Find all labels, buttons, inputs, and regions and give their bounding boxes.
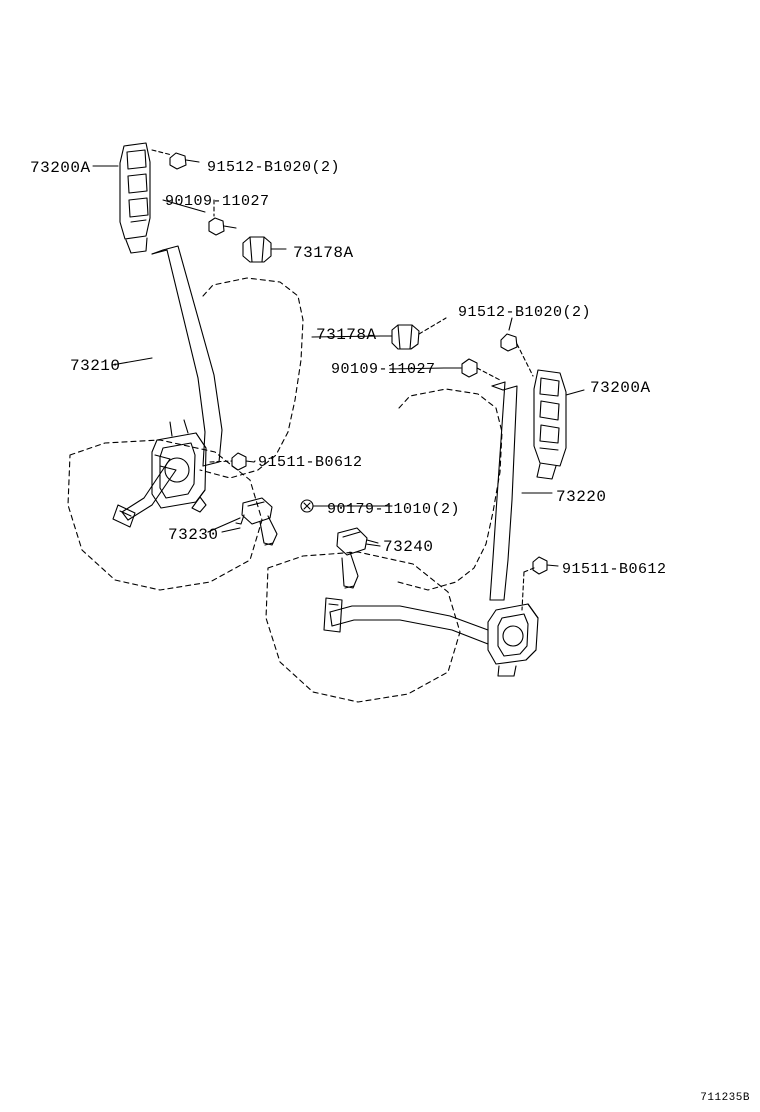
left-seat-cushion-outline <box>68 440 262 590</box>
part-label-73210: 73210 <box>70 357 121 375</box>
part-label-73200A-left: 73200A <box>30 159 91 177</box>
washer-90179-11010 <box>301 500 313 512</box>
part-label-73200A-right: 73200A <box>590 379 651 397</box>
belt-cover-73178A-left <box>243 237 286 262</box>
part-label-73178A-right: 73178A <box>316 326 377 344</box>
part-label-90109-11027-right: 90109-11027 <box>331 361 436 378</box>
part-label-91512-b1020-right: 91512-B1020(2) <box>458 304 592 321</box>
part-label-73220: 73220 <box>556 488 607 506</box>
part-label-91511-b0612-left: 91511-B0612 <box>258 454 363 471</box>
part-label-91512-b1020-left: 91512-B1020(2) <box>207 159 341 176</box>
bolt-91511-b0612-right <box>522 557 558 610</box>
part-label-90179-11010: 90179-11010(2) <box>327 501 461 518</box>
retractor-left <box>152 420 206 512</box>
buckle-73240 <box>337 528 378 588</box>
left-shoulder-anchor-73200A <box>120 143 150 253</box>
left-seat-back-outline <box>200 278 303 478</box>
nut-90109-11027-right <box>444 359 500 380</box>
bolt-91512-b1020-left <box>152 150 199 169</box>
right-seat-back-outline <box>398 389 502 590</box>
seat-belt-73220 <box>324 382 538 676</box>
bolt-91512-b1020-right <box>501 318 533 376</box>
diagram-footer-code: 711235B <box>700 1092 750 1104</box>
right-seat-cushion-outline <box>266 552 460 702</box>
bolt-91511-b0612-left <box>210 453 254 470</box>
part-label-91511-b0612-right: 91511-B0612 <box>562 561 667 578</box>
part-label-90109-11027-left: 90109-11027 <box>165 193 270 210</box>
right-shoulder-anchor-73200A <box>534 370 584 479</box>
belt-cover-73178A-right <box>381 318 446 349</box>
leader-lines <box>93 166 552 546</box>
part-label-73178A-left: 73178A <box>293 244 354 262</box>
part-label-73230: 73230 <box>168 526 219 544</box>
part-label-73240: 73240 <box>383 538 434 556</box>
